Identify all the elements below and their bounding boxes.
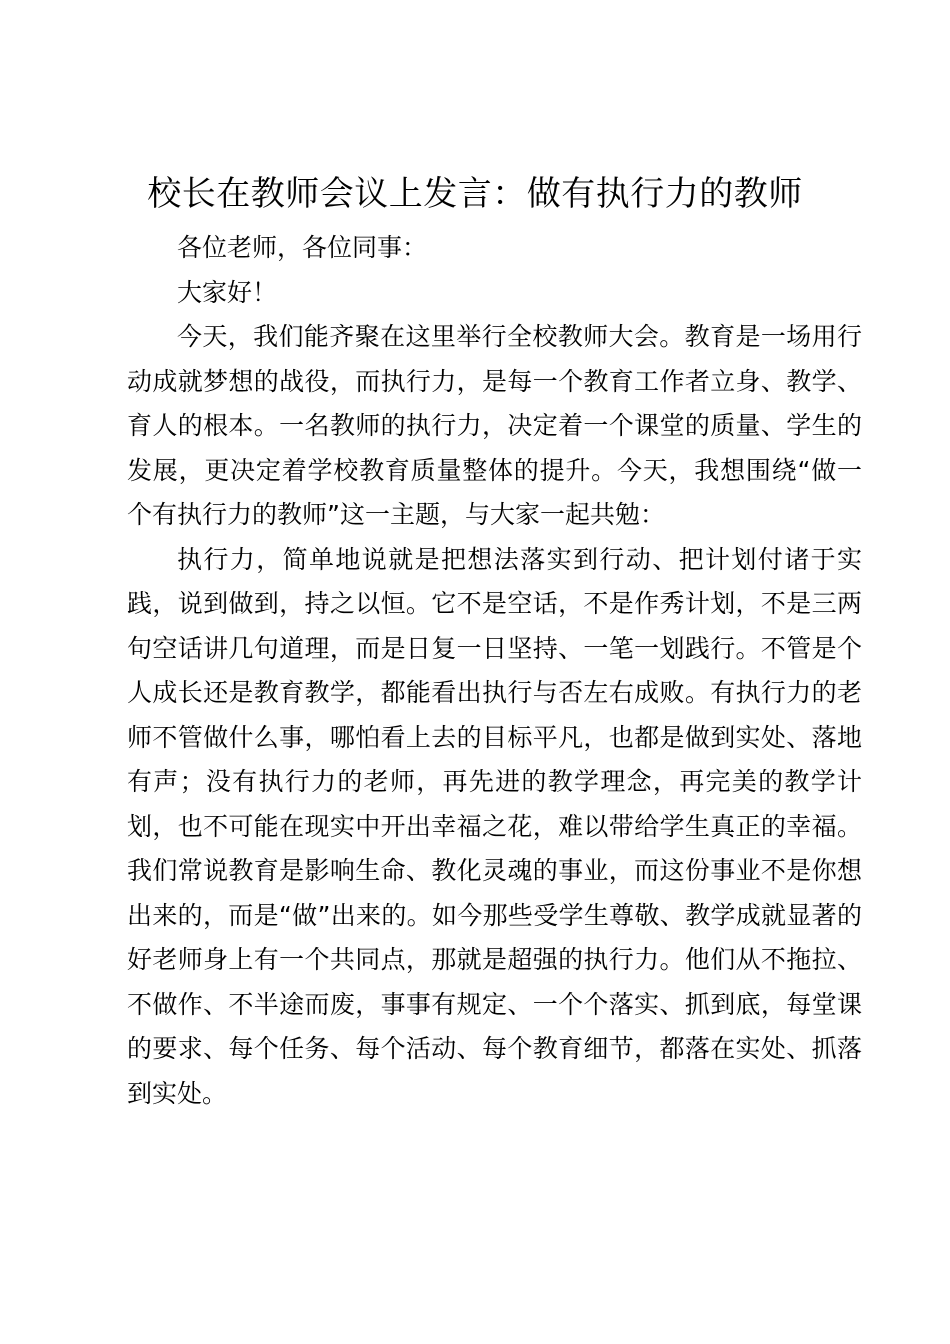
greeting-paragraph: 大家好！ xyxy=(177,277,278,307)
document-title: 校长在教师会议上发言：做有执行力的教师 xyxy=(147,174,803,214)
salutation-paragraph: 各位老师，各位同事： xyxy=(177,233,428,262)
document-body xyxy=(127,226,862,1116)
body-paragraph: 执行力，简单地说就是把想法落实到行动、把计划付诸于实践，说到做到，持之以恒。它不是空话，不是作秀计划，不是三两句空话讲几句道理，而是日复一日坚持、一笔一划践行。不管是个人成长还是教育教学，都能看出执行与否左右成败。有执行力的老师不管做什么事，哪怕看上去的目标平凡，也都是做到实处、落地有声；没有执行力的老师，再先进的教学理念，再完美的教学计划，也不可能在现实中开出幸福之花，难以带给学生真正的幸福。我们常说教育是影响生命、教化灵魂的事业，而这份事业不是你想出来的，而是“做”出来的。如今那些受学生尊敬、教学成就显著的好老师身上有一个共同点，那就是超强的执行力。他们从不拖拉、不做作、不半途而废，事事有规定、一个个落实、抓到底，每堂课的要求、每个任务、每个活动、每个教育细节，都落在实处、抓落到实处。 xyxy=(127,544,862,1108)
intro-paragraph: 今天，我们能齐聚在这里举行全校教师大会。教育是一场用行动成就梦想的战役，而执行力，是每一个教育工作者立身、教学、育人的根本。一名教师的执行力，决定着一个课堂的质量、学生的发展，更决定着学校教育质量整体的提升。今天，我想围绕“做一个有执行力的教师”这一主题，与大家一起共勉： xyxy=(127,322,862,529)
